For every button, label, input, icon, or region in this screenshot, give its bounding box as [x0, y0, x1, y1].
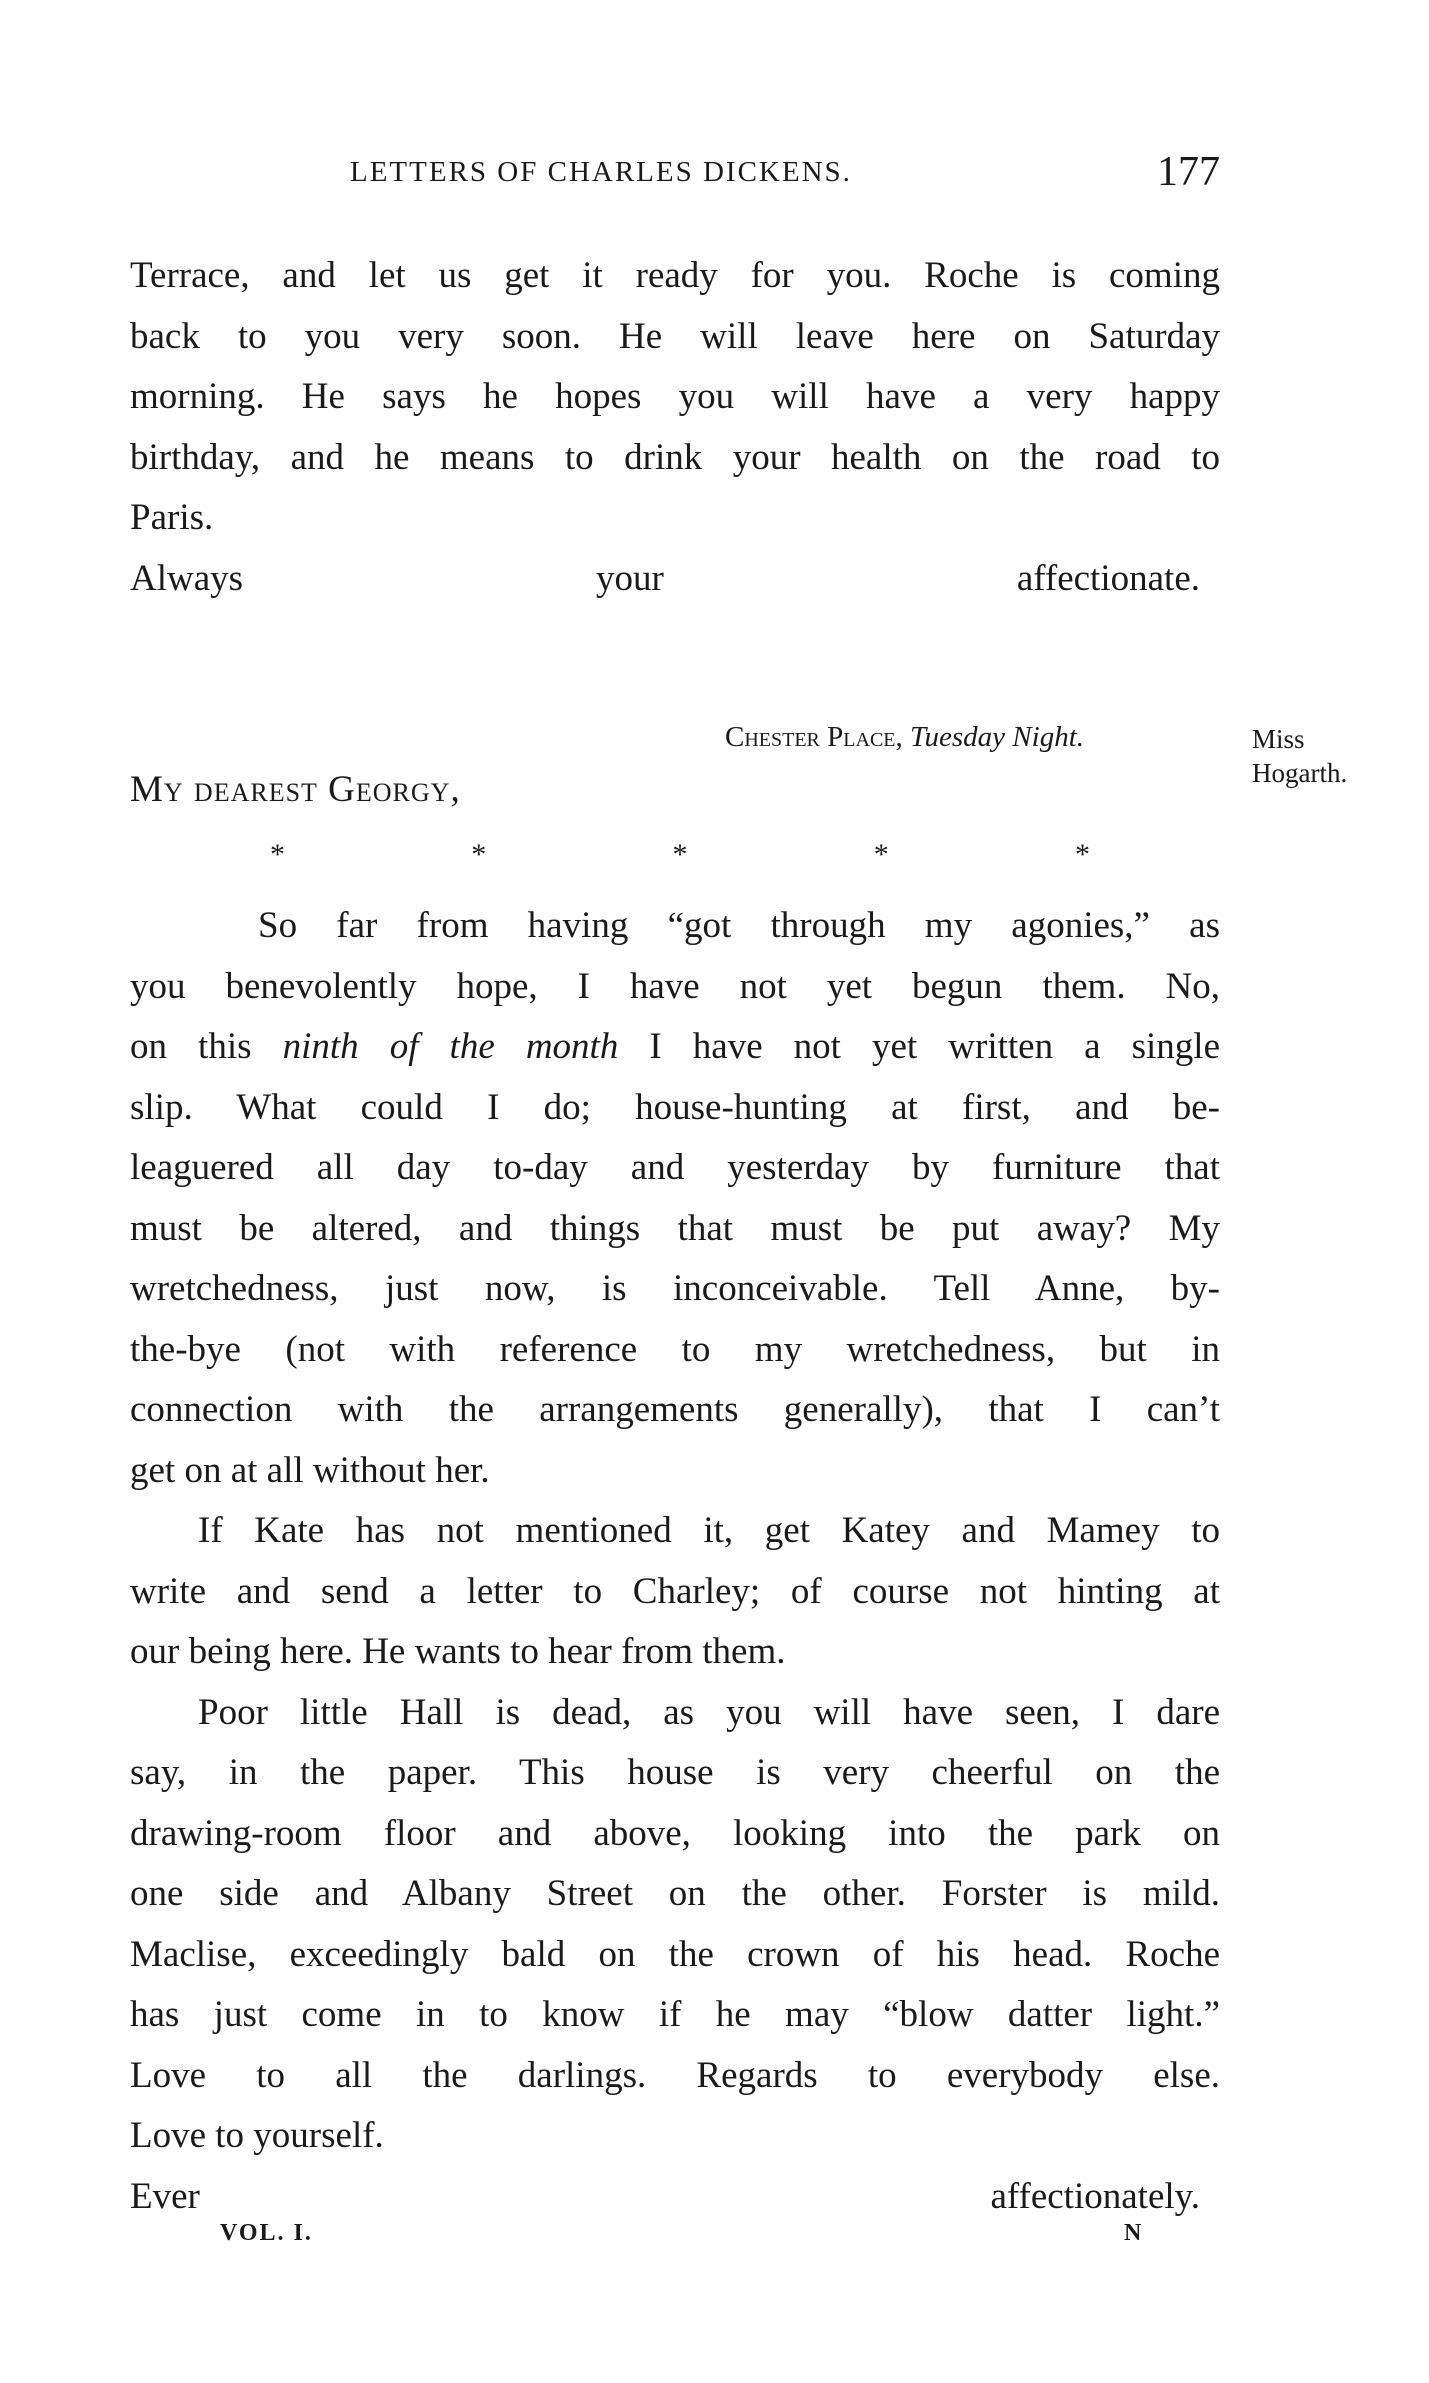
text-line: If Kate has not mentioned it, get Katey and Mamey to: [198, 1510, 1220, 1551]
text-line: Poor little Hall is dead, as you will have seen, I dare: [198, 1691, 1220, 1733]
letter-heading: [725, 721, 1084, 754]
closing-line: Ever affectionately.: [130, 2175, 1200, 2217]
ellipsis-stars: [270, 838, 1090, 872]
letter-place: Chester Place,: [725, 721, 903, 753]
salutation: My dearest Georgy,: [130, 769, 461, 810]
text-line: Love to yourself.: [130, 2115, 384, 2156]
volume-mark: VOL. I.: [220, 2220, 313, 2246]
text-line: must be altered, and things that must be put away? My: [130, 1207, 1220, 1249]
recipient-margin-note: [1252, 722, 1347, 790]
text-line: has just come in to know if he may “blow datter light.”: [130, 1994, 1220, 2035]
text-line: Paris.: [130, 497, 214, 538]
star: *: [873, 838, 889, 871]
letter-body: [130, 896, 1220, 2227]
text-line: say, in the paper. This house is very cheerful on the: [130, 1752, 1220, 1793]
text-line: Love to all the darlings. Regards to everybody else.: [130, 2054, 1220, 2096]
text-line: Maclise, exceedingly bald on the crown of his head. Roche: [130, 1933, 1220, 1975]
page-number: 177: [1157, 149, 1220, 195]
text-line: our being here. He wants to hear from them.: [130, 1631, 786, 1672]
text-line: you benevolently hope, I have not yet begun them. No,: [130, 965, 1220, 1007]
text-line: morning. He says he hopes you will have a very happy: [130, 376, 1220, 417]
running-title: LETTERS OF CHARLES DICKENS.: [350, 156, 852, 188]
text-line: slip. What could I do; house-hunting at first, and be-: [130, 1086, 1220, 1128]
continuation-text: [130, 246, 1220, 609]
text-line: write and send a letter to Charley; of course not hinting at: [130, 1570, 1220, 1612]
text-line: Terrace, and let us get it ready for you. Roche is coming: [130, 255, 1220, 296]
star: *: [672, 838, 688, 871]
signature-mark: N: [1124, 2220, 1142, 2246]
star: *: [270, 838, 285, 871]
text-line: the-bye (not with reference to my wretchedness, but in: [130, 1328, 1220, 1370]
recipient-line: Miss: [1252, 724, 1305, 754]
letter-day: Tuesday Night.: [910, 721, 1085, 753]
running-head: [350, 148, 1220, 198]
recipient-line: Hogarth.: [1252, 758, 1348, 788]
text-line: get on at all without her.: [130, 1449, 490, 1491]
text-line: one side and Albany Street on the other. Forster is mild.: [130, 1873, 1220, 1914]
star: *: [1075, 838, 1090, 871]
star: *: [471, 838, 487, 871]
italic-phrase: ninth of the month: [282, 1026, 619, 1067]
text-line: leaguered all day to-day and yesterday by furniture that: [130, 1147, 1220, 1188]
text-line: on this ninth of the month I have not yet written a single: [130, 1026, 1221, 1067]
text-line: birthday, and he means to drink your health on the road to: [130, 436, 1220, 478]
text-line: drawing-room floor and above, looking into the park on: [130, 1812, 1220, 1854]
closing-line: Always your affectionate.: [130, 557, 1200, 599]
text-line: connection with the arrangements generally), that I can’t: [130, 1389, 1220, 1430]
text-line: back to you very soon. He will leave here on Saturday: [130, 315, 1220, 357]
text-line: wretchedness, just now, is inconceivable. Tell Anne, by-: [130, 1268, 1220, 1309]
text-line: So far from having “got through my agonies,” as: [258, 905, 1220, 946]
